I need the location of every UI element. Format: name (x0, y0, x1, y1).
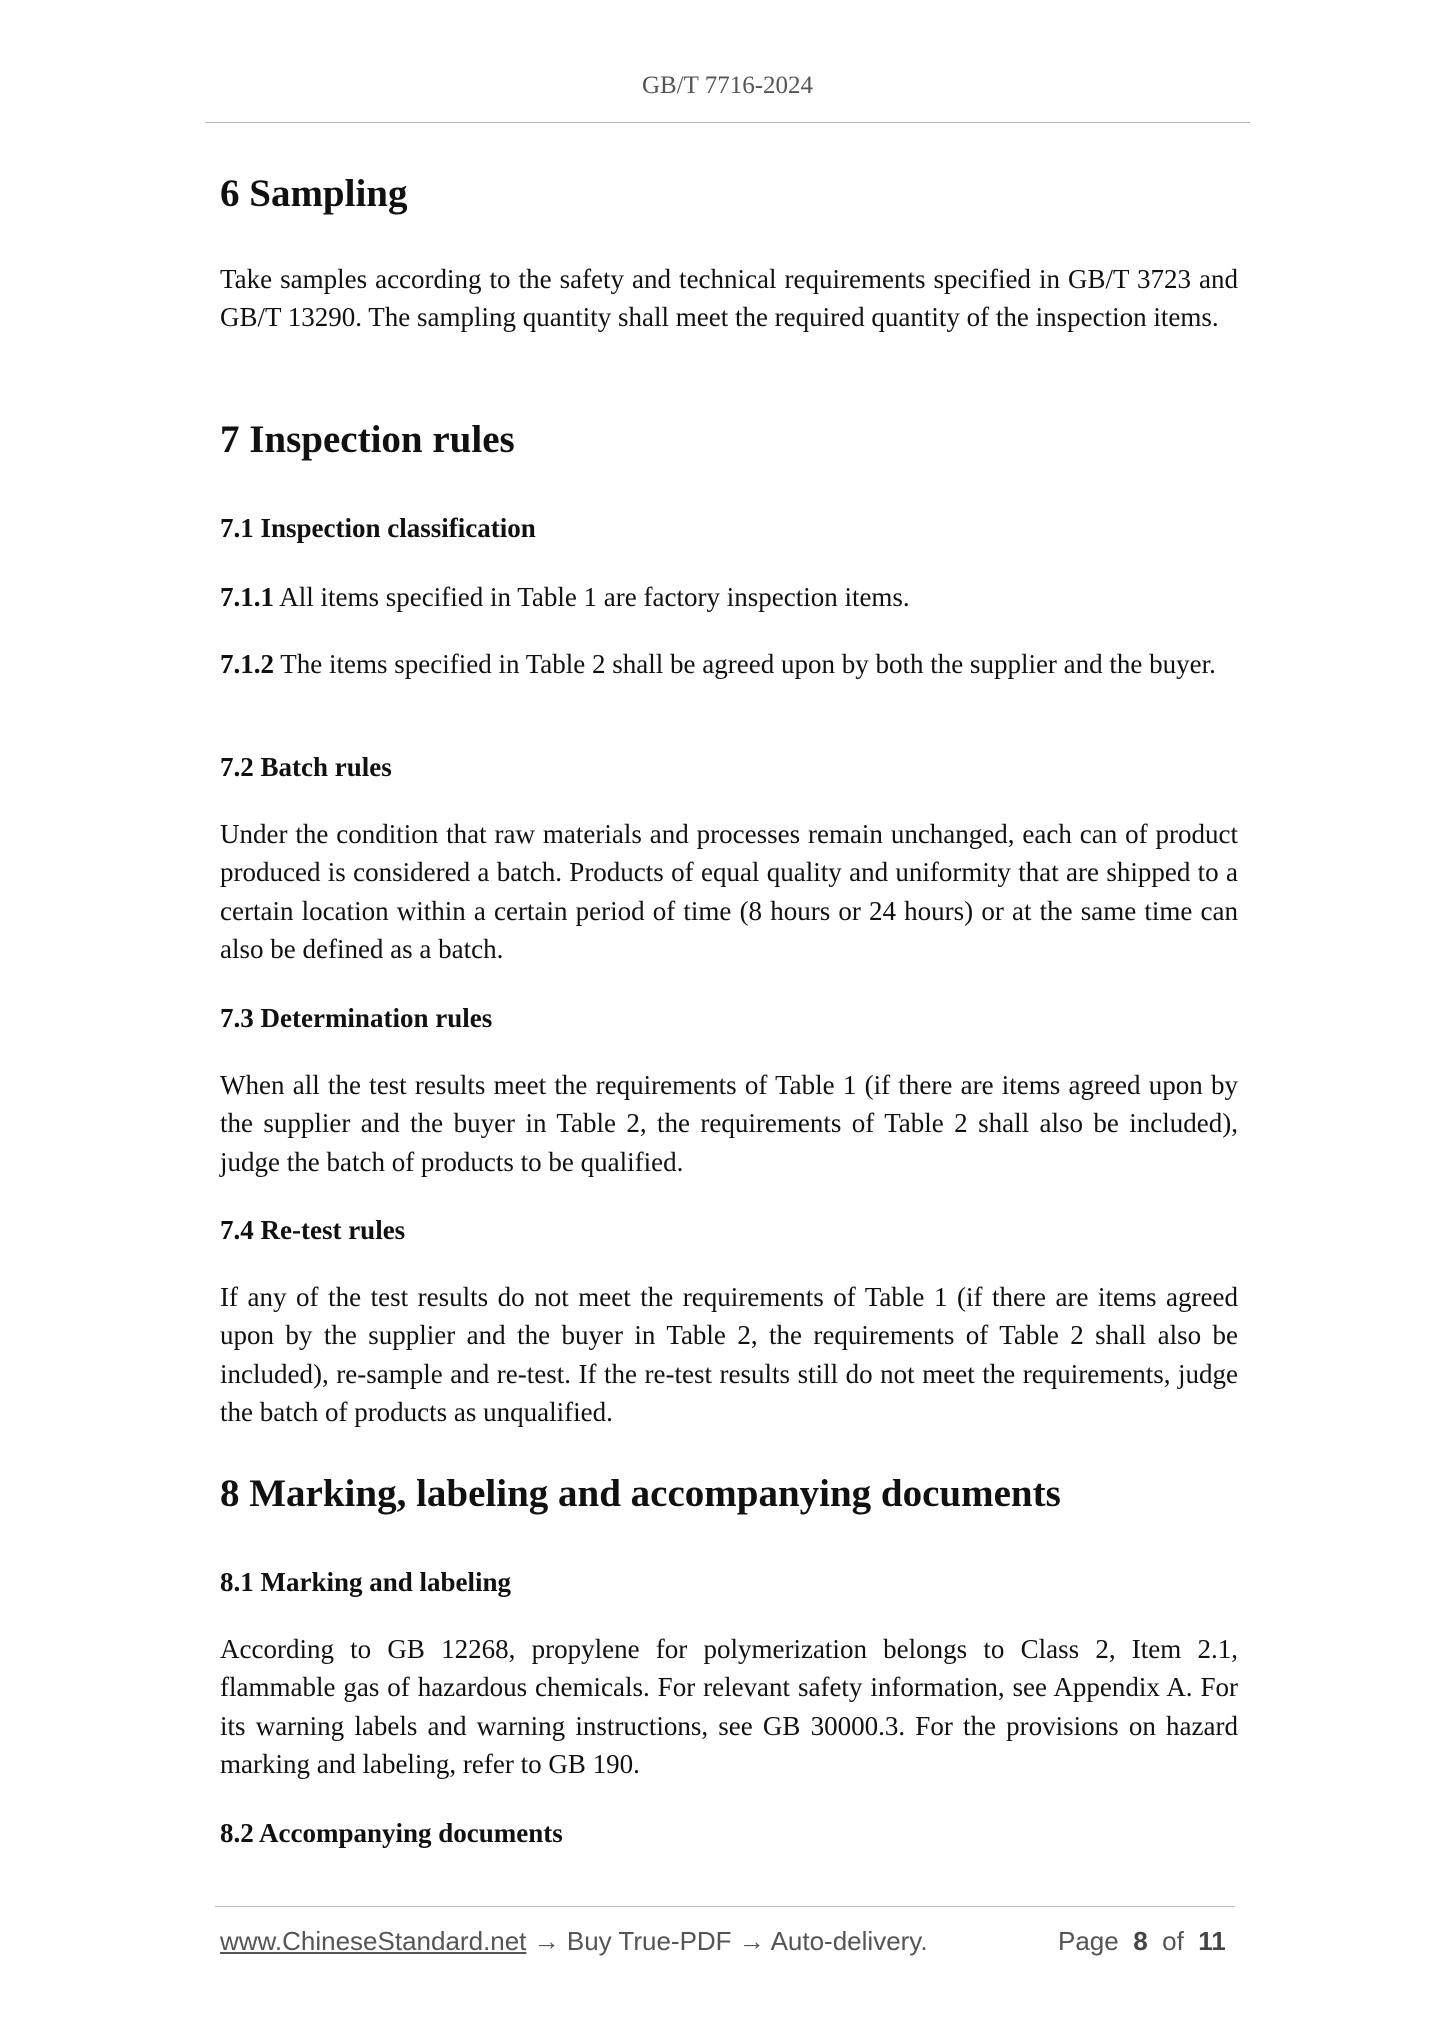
clause-7-1-1 (220, 578, 1238, 616)
clause-7-1-2 (220, 645, 1238, 683)
footer-promo-text: → Buy True-PDF → Auto-delivery. (526, 1926, 928, 1956)
footer-promo (220, 1924, 928, 1958)
header-standard-code: GB/T 7716-2024 (641, 72, 814, 99)
footer-page-number: 8 (1133, 1926, 1148, 1956)
clause-7-1-2-number: 7.1.2 (220, 649, 274, 679)
footer-page-indicator (1058, 1924, 1226, 1958)
section-7-title: 7 Inspection rules (220, 418, 515, 461)
clause-7-1-1-text: All items specified in Table 1 are factory inspection items. (274, 582, 910, 612)
section-6-title: 6 Sampling (220, 172, 408, 215)
section-7-1-title: 7.1 Inspection classification (220, 513, 536, 543)
header-divider (205, 122, 1250, 123)
section-7-2-title: 7.2 Batch rules (220, 752, 392, 782)
section-7-3-title: 7.3 Determination rules (220, 1003, 493, 1033)
section-7-3-paragraph: When all the test results meet the requirements of Table 1 (if there are items agreed upon by the supplier and the buyer in Table 2, the requirements of Table 2 shall also be included), judge the batch of products to be qualified. (220, 1070, 1238, 1177)
section-7-4-paragraph: If any of the test results do not meet the requirements of Table 1 (if there are items agreed upon by the supplier and the buyer in Table 2, the requirements of Table 2 shall also be included), re-sample and re-test. If the re-test results still do not meet the requirements, judge the batch of products as unqualified. (220, 1282, 1238, 1427)
footer-website-link[interactable]: www.ChineseStandard.net (220, 1926, 527, 1956)
footer-page-word: Page (1058, 1926, 1119, 1956)
section-8-title: 8 Marking, labeling and accompanying documents (220, 1472, 1061, 1515)
clause-7-1-1-number: 7.1.1 (220, 582, 274, 612)
footer-page-total: 11 (1198, 1926, 1226, 1956)
footer-divider (215, 1906, 1235, 1907)
section-8-2-title: 8.2 Accompanying documents (220, 1818, 563, 1848)
section-8-1-paragraph: According to GB 12268, propylene for polymerization belongs to Class 2, Item 2.1, flammable gas of hazardous chemicals. For relevant safety information, see Appendix A. For its warning labels and warning instructions, see GB 30000.3. For the provisions on hazard marking and labeling, refer to GB 190. (220, 1634, 1238, 1779)
section-7-2-paragraph: Under the condition that raw materials and processes remain unchanged, each can of product produced is considered a batch. Products of equal quality and uniformity that are shipped to a certain location within a certain period of time (8 hours or 24 hours) or at the same time can also be defined as a batch. (220, 819, 1238, 964)
clause-7-1-2-text: The items specified in Table 2 shall be agreed upon by both the supplier and the buyer. (274, 649, 1216, 679)
section-8-1-title: 8.1 Marking and labeling (220, 1567, 512, 1597)
section-6-paragraph: Take samples according to the safety and technical requirements specified in GB/T 3723 and GB/T 13290. The sampling quantity shall meet the required quantity of the inspection items. (220, 264, 1238, 333)
section-7-4-title: 7.4 Re-test rules (220, 1215, 406, 1245)
footer-of-word: of (1162, 1926, 1184, 1956)
